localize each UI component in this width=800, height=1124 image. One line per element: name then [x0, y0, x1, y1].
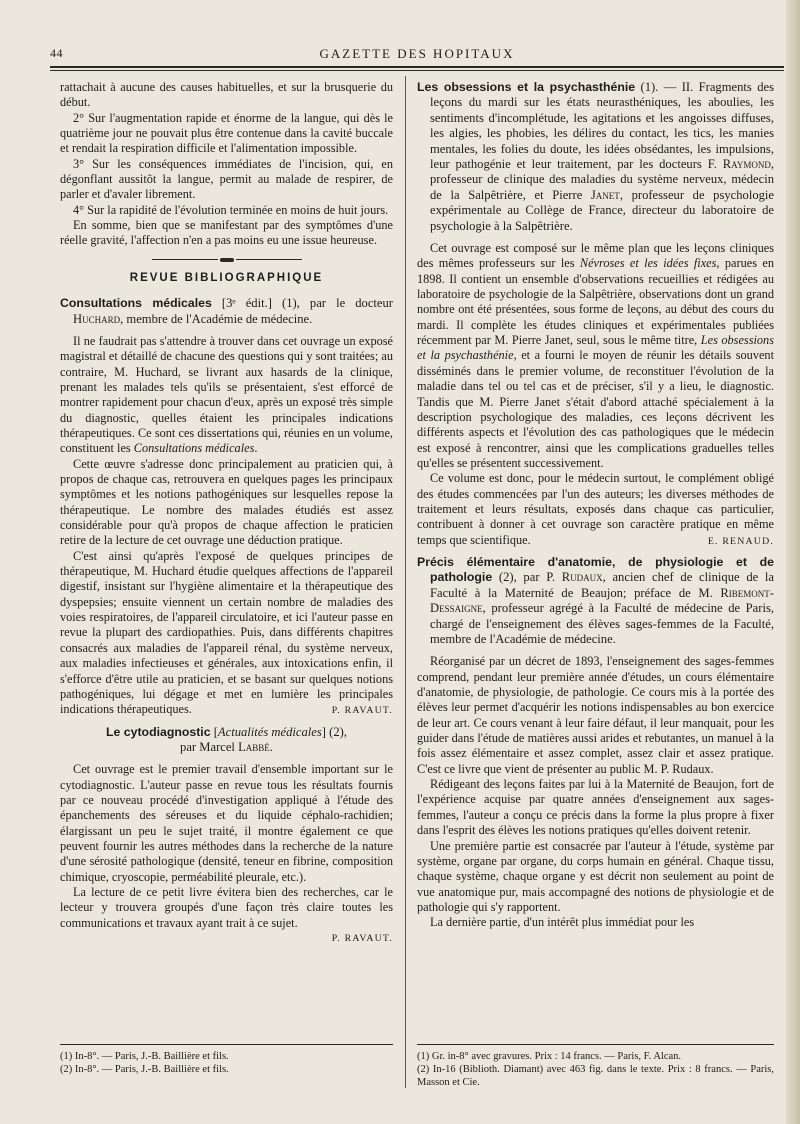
review-author: Huchard [73, 311, 121, 326]
paragraph: La dernière partie, d'un intérêt plus immédiat pour les [430, 915, 695, 930]
review-title: Le cytodiagnostic [106, 724, 211, 739]
review-author: Janet [590, 187, 620, 202]
column-divider [405, 76, 406, 1088]
review-title: Précis élémentaire d'anatomie, de physiologie et de pathologie [417, 554, 774, 585]
paragraph: Cette œuvre s'adresse donc principalement au praticien qui, à propos de chaque cas, retrouvera en quelques pages les principaux symptômes et les notions pathogéniques sur lesquelles repose la thérapeutique. Le nombre des malades étudiés est assez considérable pour qu'à propos de chaque affection le praticien retire de la lecture de cet ouvrage une déduction pratique. [60, 456, 393, 548]
review-author: Ribemont-Dessaigne [430, 585, 774, 616]
signature: E. RENAUD. [707, 535, 774, 547]
footnotes-left [60, 1050, 393, 1076]
header-rule-thin [50, 70, 784, 71]
left-column [60, 80, 393, 946]
header-rule-thick [50, 66, 784, 68]
review-heading: Précis élémentaire d'anatomie, de physiologie et de pathologie (2), par P. Rudaux, ancien chef de clinique de la Faculté à la Maternité de Beaujon; préface de M. Ribemont-Dessaigne, professeur agrégé à la Faculté de médecine de Paris, chargé de l'enseignement des élèves sages-femmes de la Faculté, membre de l'Académie de médecine. [417, 554, 775, 646]
paragraph: rattachait à aucune des causes habituelles, et sur la brusquerie du début. [60, 80, 393, 110]
section-ornament [60, 252, 393, 264]
paragraph: Cet ouvrage est composé sur le même plan que les leçons cliniques des mêmes professeurs sur les Névroses et les idées fixes, parues en 1898. Il contient un ensemble d'observations recueillies et rédigées au laboratoire de psychologie de la Salpêtrière, observations dont un grand nombre ont été présentées, sous forme de leçons, au début des cours du mardi. Il complète les études cliniques et expérimentales publiées récemment par M. Pierre Janet, seul, sous le même titre, Les obsessions et la psychasthénie, et a fourni le moyen de réunir les détails souvent disséminés dans le premier volume, de reconstituer l'évolution de la maladie dans tel ou tel cas et de préciser, s'il y a lieu, le diagnostic. Tandis que M. Pierre Janet s'était d'abord attaché spécialement à la description psychologique des maladies, ces leçons décrivent les différents aspects et l'évolution des cas pathologiques que le médecin est exposé à rencontrer, ainsi que les complications graduelles telles qu'elles se présentent successivement. [417, 241, 774, 470]
paragraph: Cet ouvrage est le premier travail d'ensemble important sur le cytodiagnostic. L'auteur passe en revue tous les résultats fournis par ce nouveau procédé d'investigation appliqué à l'étude des épanchements des séreuses et du liquide céphalo-rachidien; élargissant un peu le sujet traité, il montre également ce que peuvent fournir les autres méthodes dans la recherche de la nature d'une sérosité pathologique (densité, teneur en fibrine, composition chimique, cryoscopie, perméabilité pleurale, etc.). [60, 762, 393, 884]
page-edge [786, 0, 800, 1124]
footnote-rule [417, 1044, 774, 1045]
paragraph: 2° Sur l'augmentation rapide et énorme de la langue, qui dès le quatrième jour ne pouvait plus être contenue dans la cavité buccale et rendait la respiration difficile et l'alimentation impossible. [60, 110, 393, 156]
paragraph: En somme, bien que se manifestant par des symptômes d'une réelle gravité, l'affection n'en a pas moins eu une issue heureuse. [60, 218, 393, 248]
footnote: (1) In-8°. — Paris, J.-B. Baillière et fils. [60, 1051, 229, 1062]
footnote-rule [60, 1044, 393, 1045]
review-heading: Consultations médicales [3ᵉ édit.] (1), par le docteur Huchard, membre de l'Académie de médecine. [60, 296, 393, 326]
paragraph: Une première partie est consacrée par l'auteur à l'étude, système par système, organe par organe, du corps humain en général. Chaque tissu, chaque système, chaque organe y est décrit non seulement au point de vue anatomique pur, mais accompagné des notions de physiologie et de pathologie qui s'y rapportent. [417, 838, 774, 914]
paragraph: Réorganisé par un décret de 1893, l'enseignement des sages-femmes comprend, pendant leur première année d'études, un cours élémentaire d'anatomie, de physiologie, de pathologie. Ce cours mis à la portée des élèves leur permet d'acquérir les notions indispensables au bon exercice de leur art. Ce cours venant à leur faire défaut, il leur manquait, pour les guider dans l'étude de matières aussi arides et rebutantes, un manuel à la fois assez élémentaire et assez complet, assez clair et assez pratique. C'est ce livre que vient de présenter au public M. P. Rudaux. [417, 654, 774, 776]
paragraph: 4° Sur la rapidité de l'évolution terminée en moins de huit jours. [73, 202, 389, 217]
signature: P. RAVAUT. [331, 933, 393, 945]
paragraph: 3° Sur les conséquences immédiates de l'incision, qui, en dégonflant aussitôt la langue, permit au malade de respirer, de parler et d'avaler librement. [60, 156, 393, 202]
paragraph: Il ne faudrait pas s'attendre à trouver dans cet ouvrage un exposé magistral et détaillé de chacune des questions qui y sont traitées; au contraire, M. Huchard, se livrant aux hasards de la clinique, prenant les malades tels qu'ils se présentaient, s'est efforcé de montrer rapidement pour chacun d'eux, après un exposé très simple du diagnostic, quelles étaient les principales indications thérapeutiques. Ce sont ces dissertations qui, réunies en un volume, constituent les Consultations médicales. [60, 333, 393, 456]
section-title: REVUE BIBLIOGRAPHIQUE [129, 271, 324, 284]
paragraph: Rédigeant des leçons faites par lui à la Maternité de Beaujon, fort de l'expérience acquise par quatre années d'enseignement aux sages-femmes, l'auteur a conçu ce précis dans la forme la plus propre à fixer dans l'esprit des élèves les notions pratiques qu'elles doivent retenir. [417, 777, 774, 838]
paragraph: Ce volume est donc, pour le médecin surtout, le complément obligé des études commencées par l'un des auteurs; les diverses méthodes de traitement et leurs résultats, exposés dans chaque cas particulier, contribuent à donner à cet ouvrage son caractère pratique en même temps que scientifique. E. RENAUD. [417, 471, 774, 548]
footnotes-right [417, 1050, 774, 1090]
running-head [50, 46, 784, 64]
review-heading: Les obsessions et la psychasthénie (1). — II. Fragments des leçons du mardi sur les états neurasthéniques, les aboulies, les sentiments d'incomplétude, les agitations et les angoisses diffuses, les algies, les phobies, les délires du contact, les tics, les manies mentales, les folies du doute, les idées obsédantes, les impulsions, leur pathogénie et leur traitement, par les docteurs F. Raymond, professeur de clinique des maladies du système nerveux, médecin de la Salpêtrière, et Pierre Janet, professeur de psychologie expérimentale au Collège de France, directeur du laboratoire de psychologie à la Salpêtrière. [417, 80, 775, 233]
review-author: Labbé [238, 739, 270, 754]
review-title: Les obsessions et la psychasthénie [417, 80, 636, 94]
footnote: (1) Gr. in-8° avec gravures. Prix : 14 francs. — Paris, F. Alcan. [417, 1051, 682, 1062]
journal-title: GAZETTE DES HOPITAUX [319, 46, 515, 61]
review-heading: Le cytodiagnostic [Actualités médicales] (2), par Marcel Labbé. [106, 724, 347, 754]
page-number: 44 [50, 46, 63, 60]
footnote: (2) In-8°. — Paris, J.-B. Baillière et fils. [60, 1064, 229, 1076]
footnote: (2) In-16 (Biblioth. Diamant) avec 463 fig. dans le texte. Prix : 8 francs. — Paris, Masson et Cie. [417, 1064, 774, 1089]
right-column [417, 80, 774, 931]
signature: P. RAVAUT. [331, 705, 393, 717]
review-author: Raymond [722, 157, 771, 172]
review-author: Rudaux [561, 570, 603, 585]
paragraph: C'est ainsi qu'après l'exposé de quelques principes de thérapeutique, M. Huchard étudie quelques affections de l'appareil digestif, insistant sur l'hygiène alimentaire et la thérapeutique des dyspepsies; ensuite viennent un certain nombre de maladies des voies respiratoires, de l'appareil circulatoire, et ici l'auteur passe en revue la plupart des cardiopathies. Puis, dans différents chapitres consacrés aux maladies de l'appareil rénal, du système nerveux, aux maladies infectieuses et générales, aux intoxications enfin, il s'efforce d'être utile au praticien, et se basant sur quelques notions pathogéniques, lui dégage et met en lumière les principales indications thérapeutiques. P. RAVAUT. [60, 549, 393, 718]
review-title: Consultations médicales [60, 296, 212, 311]
paragraph: La lecture de ce petit livre évitera bien des recherches, car le lecteur y trouvera groupés d'une façon très claire toutes les communications et travaux ayant trait à ce sujet. [60, 885, 393, 930]
